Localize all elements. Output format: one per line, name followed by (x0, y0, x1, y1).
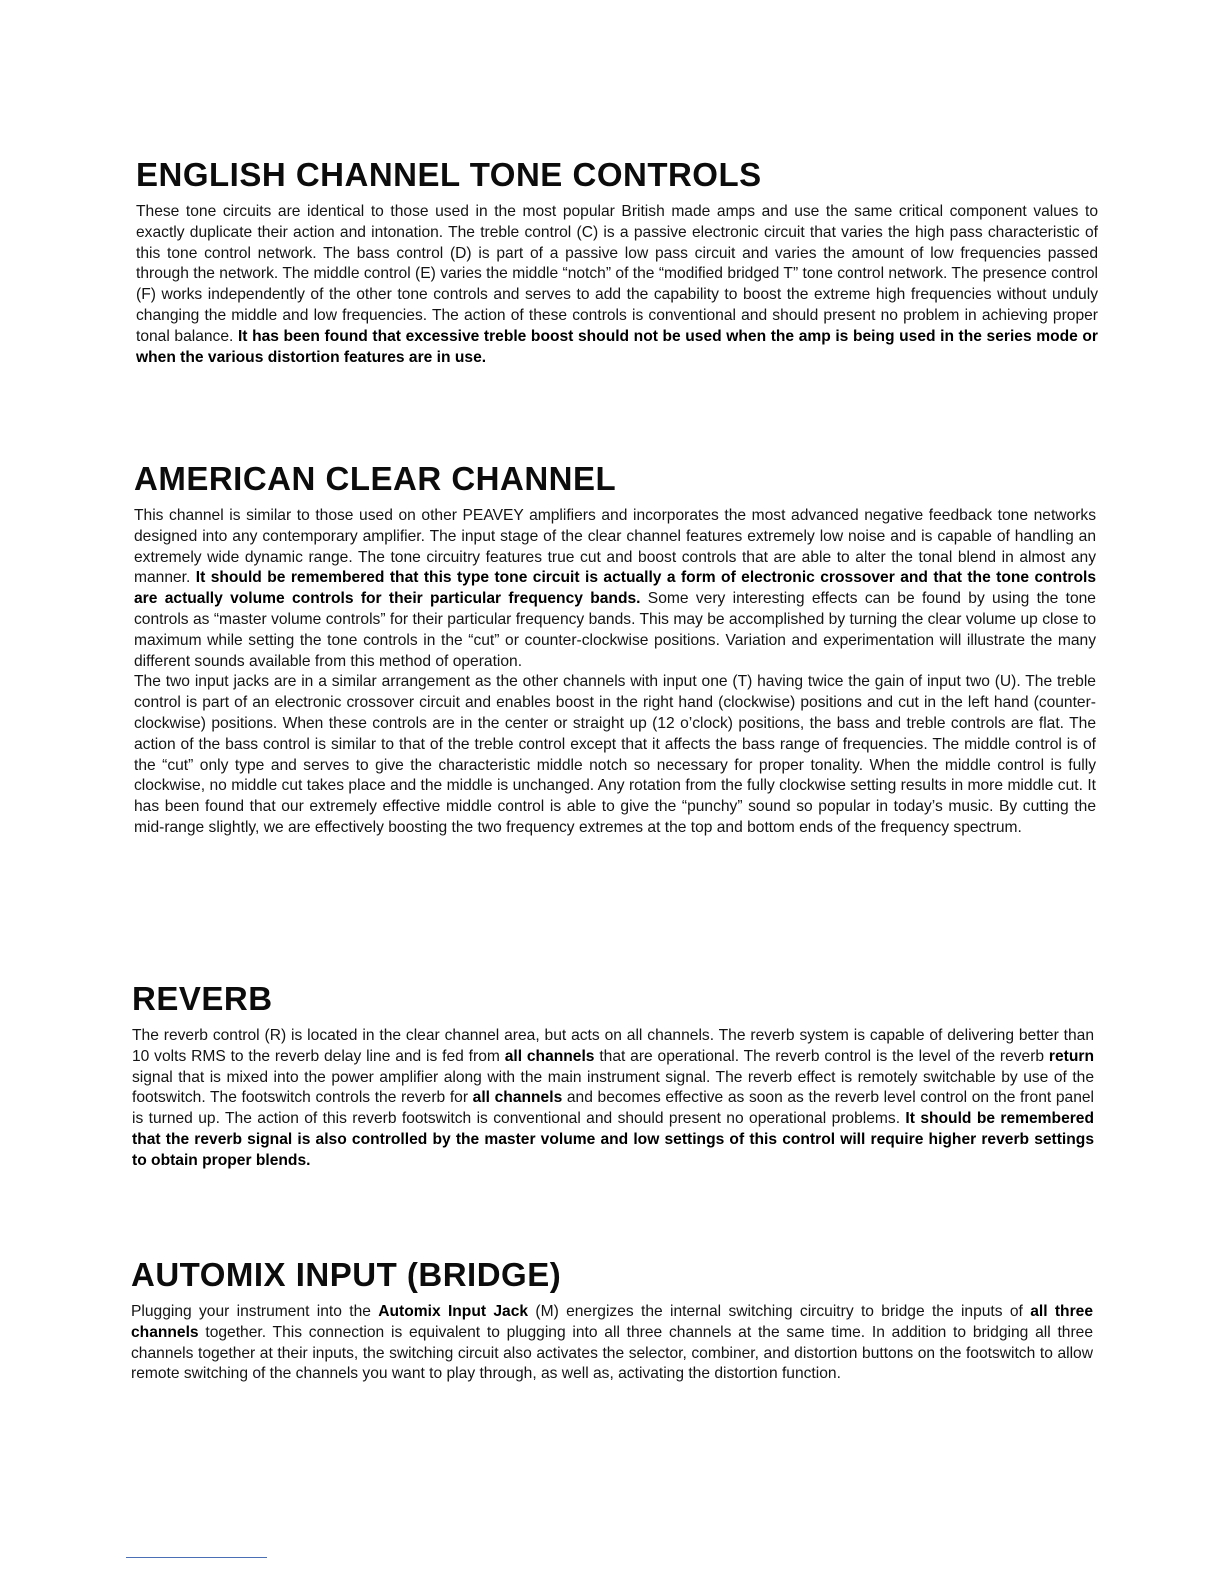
paragraph-text: that are operational. The reverb control is the level of the reverb (594, 1047, 1049, 1065)
bold-note: It should be remembered that this type tone circuit is actually a form of electronic crossover and that the tone controls are actually volume controls for their particular frequency bands. (134, 569, 1096, 608)
section-paragraph: The two input jacks are in a similar arrangement as the other channels with input one (T) having twice the gain of input two (U). The treble control is part of an electronic crossover circuit and enables boost in the right hand (clockwise) positions and cut in the left hand (counter-clockwise) positions. When these controls are in the center or straight up (12 o’clock) positions, the bass and treble controls are flat. The action of the bass control is similar to that of the treble control except that it affects the bass range of frequencies. The middle control is of the “cut” only type and serves to give the characteristic middle notch so necessary for proper tonality. When the middle control is fully clockwise, no middle cut takes place and the middle is unchanged. Any rotation from the fully clockwise setting results in more middle cut. It has been found that our extremely effective middle control is able to give the “punchy” sound so popular in today’s music. By cutting the mid-range slightly, we are effectively boosting the two frequency extremes at the top and bottom ends of the frequency spectrum. (134, 673, 1096, 836)
bold-term: all channels (472, 1089, 563, 1107)
section-heading: AUTOMIX INPUT (BRIDGE) (131, 1256, 562, 1293)
section-automix-input (131, 1256, 1093, 1385)
section-heading: REVERB (132, 980, 273, 1017)
section-english-channel (136, 156, 1098, 368)
paragraph-text: This channel is similar to those used on other PEAVEY amplifiers and incorporates the most advanced negative feedback tone networks designed into any contemporary amplifier. The input stage of the clear channel features extremely low noise and is capable of handling an extremely wide dynamic range. The tone circuitry features true cut and boost controls that are able to alter the tonal blend in almost any manner. (134, 507, 1096, 587)
bold-term: return (1048, 1047, 1094, 1065)
paragraph-text: and becomes effective as soon as the reverb level control on the front panel is turned up. The action of this reverb footswitch is conventional and should present no operational problems. (132, 1089, 1095, 1128)
section-american-clear-channel (134, 460, 1096, 839)
bold-note: It should be remembered that the reverb signal is also controlled by the master volume and low settings of this control will require higher reverb settings to obtain proper blends. (132, 1110, 1095, 1169)
footnote-divider (126, 1557, 267, 1558)
bold-note: It has been found that excessive treble boost should not be used when the amp is being used in the series mode or when the various distortion features are in use. (136, 327, 1098, 366)
bold-term: all channels (504, 1047, 595, 1065)
paragraph-text: together. This connection is equivalent to plugging into all three channels at the same time. In addition to bridging all three channels together at their inputs, the switching circuit also activates the selector, combiner, and distortion buttons on the footswitch to allow remote switching of the channels you want to play through, as well as, activating the distortion function. (131, 1323, 1093, 1383)
section-heading: AMERICAN CLEAR CHANNEL (134, 460, 617, 497)
section-paragraph (134, 506, 1096, 672)
paragraph-text: signal that is mixed into the power amplifier along with the main instrument signal. The reverb effect is remotely switchable by use of the footswitch. The footswitch controls the reverb for (132, 1068, 1094, 1107)
section-paragraph (131, 1302, 1093, 1385)
section-paragraph (132, 1026, 1094, 1172)
bold-term: all three channels (131, 1303, 1093, 1341)
paragraph-text: Some very interesting effects can be found by using the tone controls as “master volume controls” for their particular frequency bands. This may be accomplished by turning the clear volume up close to maximum while setting the tone controls in the “cut” or counter-clockwise positions. Variation and experimentation will illustrate the many different sounds available from this method of operation. (134, 590, 1096, 670)
section-paragraph (136, 202, 1098, 368)
paragraph-text: Plugging your instrument into the (131, 1303, 379, 1320)
bold-term: Automix Input Jack (378, 1303, 529, 1320)
paragraph-text: These tone circuits are identical to those used in the most popular British made amps and use the same critical component values to exactly duplicate their action and intonation. The treble control (C) is a passive electronic circuit that varies the high pass characteristic of this tone control network. The bass control (D) is part of a passive low pass circuit and varies the amount of low frequencies passed through the network. The middle control (E) varies the middle “notch” of the “modified bridged T” tone control network. The presence control (F) works independently of the other tone controls and serves to add the capability to boost the extreme high frequencies without unduly changing the middle and low frequencies. The action of these controls is conventional and should present no problem in achieving proper tonal balance. (136, 203, 1098, 345)
paragraph-text: The reverb control (R) is located in the clear channel area, but acts on all channels. The reverb system is capable of delivering better than 10 volts RMS to the reverb delay line and is fed from (132, 1027, 1094, 1065)
paragraph-text: (M) energizes the internal switching circuitry to bridge the inputs of (528, 1303, 1031, 1320)
section-heading: ENGLISH CHANNEL TONE CONTROLS (136, 156, 762, 193)
section-reverb (132, 980, 1094, 1172)
